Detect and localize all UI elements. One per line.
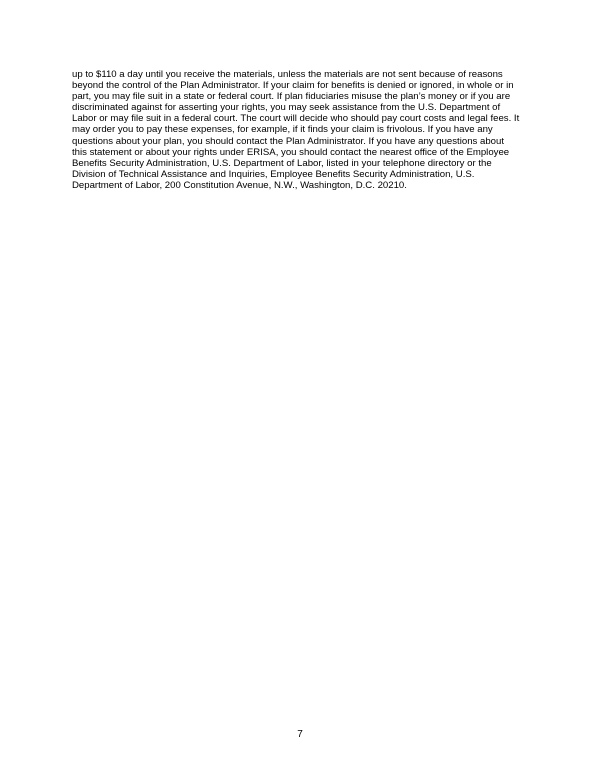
paragraph-line: beyond the control of the Plan Administrator. If your claim for benefits is denied or ignored, in whole or in xyxy=(72,80,514,92)
paragraph-line: Benefits Security Administration, U.S. Department of Labor, listed in your telephone directory or the xyxy=(72,157,492,169)
paragraph-line: Division of Technical Assistance and Inquiries, Employee Benefits Security Administration, U.S. xyxy=(72,168,475,180)
paragraph-line: may order you to pay these expenses, for example, if it finds your claim is frivolous. If you have any xyxy=(72,124,493,136)
paragraph-line: Department of Labor, 200 Constitution Avenue, N.W., Washington, D.C. 20210. xyxy=(72,179,407,191)
body-paragraph xyxy=(72,69,542,191)
paragraph-line: discriminated against for asserting your rights, you may seek assistance from the U.S. Department of xyxy=(72,102,501,114)
paragraph-line: this statement or about your rights under ERISA, you should contact the nearest office of the Employee xyxy=(72,146,510,158)
paragraph-line: part, you may file suit in a state or federal court. If plan fiduciaries misuse the plan’s money or if you are xyxy=(72,91,511,103)
paragraph-line: questions about your plan, you should contact the Plan Administrator. If you have any questions about xyxy=(72,135,504,147)
paragraph-line: up to $110 a day until you receive the materials, unless the materials are not sent because of reasons xyxy=(72,69,503,80)
paragraph-line: Labor or may file suit in a federal court. The court will decide who should pay court costs and legal fees. It xyxy=(72,113,520,125)
page-number: 7 xyxy=(297,729,303,740)
